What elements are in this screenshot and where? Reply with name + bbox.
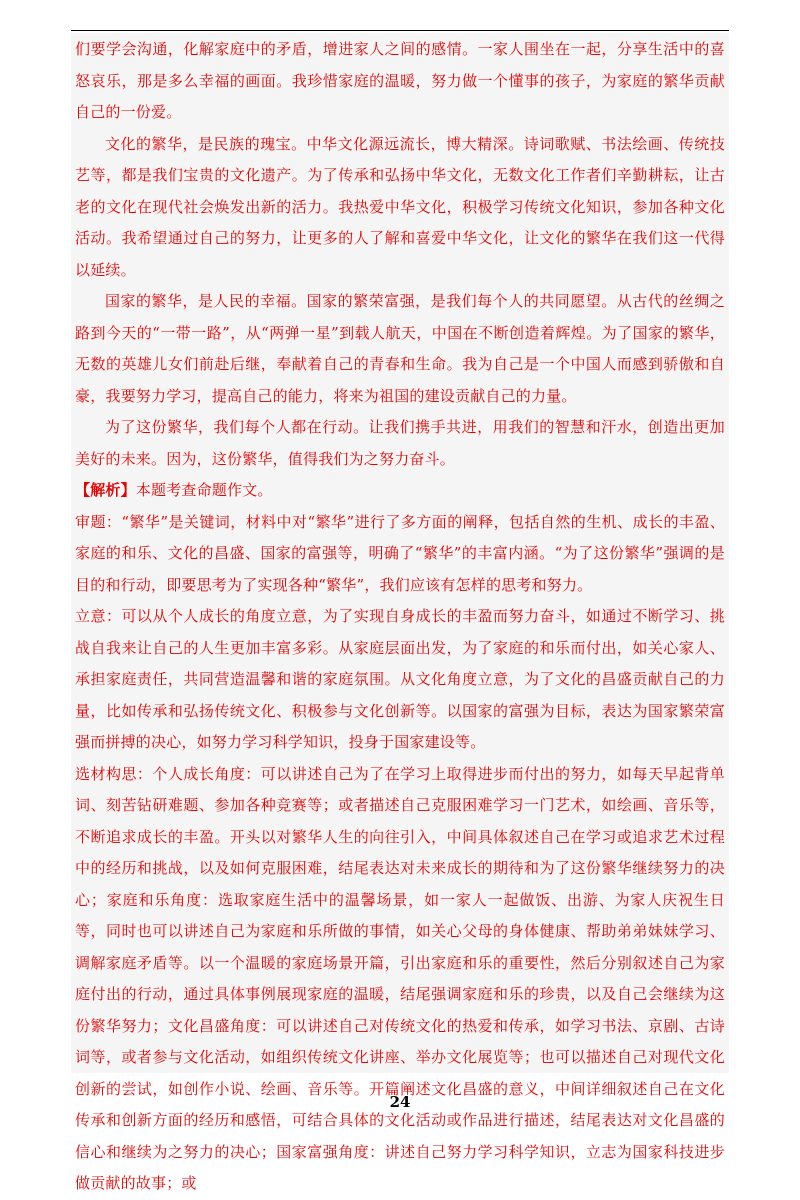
analysis-liyi: 立意：可以从个人成长的角度立意，为了实现自身成长的丰盈而努力奋斗，如通过不断学习、挑战自我来让自己的人生更加丰富多彩。从家庭层面出发，为了家庭的和乐而付出，如关心家人、承担家庭责任，共同营造温馨和谐的家庭氛围。从文化角度立意，为了文化的昌盛贡献自己的力量，比如传承和弘扬传统文化、积极参与文化创新等。以国家的富强为目标，表达为国家繁荣富强而拼搏的决心，如努力学习科学知识，投身于国家建设等。 [75, 607, 725, 751]
analysis-intro-text: 本题考查命题作文。 [135, 481, 273, 499]
analysis-shenti: 审题：“繁华”是关键词，材料中对“繁华”进行了多方面的阐释，包括自然的生机、成长的丰盈、家庭的和乐、文化的昌盛、国家的富强等，明确了“繁华”的丰富内涵。“为了这份繁华”强调的是目的和行动，即要思考为了实现各种“繁华”，我们应该有怎样的思考和努力。 [75, 512, 725, 594]
essay-paragraph-2: 文化的繁华，是民族的瑰宝。中华文化源远流长，博大精深。诗词歌赋、书法绘画、传统技艺等，都是我们宝贵的文化遗产。为了传承和弘扬中华文化，无数文化工作者们辛勤耕耘，让古老的文化在现代社会焕发出新的活力。我热爱中华文化，积极学习传统文化知识，参加各种文化活动。我希望通过自己的努力，让更多的人了解和喜爱中华文化，让文化的繁华在我们这一代得以延续。 [75, 134, 725, 279]
essay-paragraph-1: 们要学会沟通，化解家庭中的矛盾，增进家人之间的感情。一家人围坐在一起，分享生活中的喜怒哀乐，那是多么幸福的画面。我珍惜家庭的温暖，努力做一个懂事的孩子，为家庭的繁华贡献自己的一份爱。 [75, 40, 725, 121]
document-body [75, 34, 725, 1200]
essay-paragraph-4: 为了这份繁华，我们每个人都在行动。让我们携手共进，用我们的智慧和汗水，创造出更加美好的未来。因为，这份繁华，值得我们为之努力奋斗。 [75, 418, 725, 468]
page-number: 24 [389, 1093, 411, 1111]
analysis-intro [75, 475, 725, 507]
header-rule [71, 30, 729, 31]
essay-paragraph-3: 国家的繁华，是人民的幸福。国家的繁荣富强，是我们每个人的共同愿望。从古代的丝绸之路到今天的“一带一路”，从“两弹一星”到载人航天，中国在不断创造着辉煌。为了国家的繁华，无数的英雄儿女们前赴后继，奉献着自己的青春和生命。我为自己是一个中国人而感到骄傲和自豪，我要努力学习，提高自己的能力，将来为祖国的建设贡献自己的力量。 [75, 292, 725, 405]
analysis-tag: 【解析】 [75, 481, 136, 499]
analysis-xuancai: 选材构思：个人成长角度：可以讲述自己为了在学习上取得进步而付出的努力，如每天早起背单词、刻苦钻研难题、参加各种竞赛等；或者描述自己克服困难学习一门艺术，如绘画、音乐等，不断追求成长的丰盈。开头以对繁华人生的向往引入，中间具体叙述自己在学习或追求艺术过程中的经历和挑战，以及如何克服困难，结尾表达对未来成长的期待和为了这份繁华继续努力的决心；家庭和乐角度：选取家庭生活中的温馨场景，如一家人一起做饭、出游、为家人庆祝生日等，同时也可以讲述自己为家庭和乐所做的事情，如关心父母的身体健康、帮助弟弟妹妹学习、调解家庭矛盾等。以一个温暖的家庭场景开篇，引出家庭和乐的重要性，然后分别叙述自己为家庭付出的行动，通过具体事例展现家庭的温暖，结尾强调家庭和乐的珍贵，以及自己会继续为这份繁华努力；文化昌盛角度：可以讲述自己对传统文化的热爱和传承，如学习书法、京剧、古诗词等，或者参与文化活动，如组织传统文化讲座、举办文化展览等；也可以描述自己对现代文化创新的尝试，如创作小说、绘画、音乐等。开篇阐述文化昌盛的意义，中间详细叙述自己在文化传承和创新方面的经历和感悟，可结合具体的文化活动或作品进行描述，结尾表达对文化昌盛的信心和继续为之努力的决心；国家富强角度：讲述自己努力学习科学知识，立志为国家科技进步做贡献的故事；或 [75, 764, 725, 1192]
